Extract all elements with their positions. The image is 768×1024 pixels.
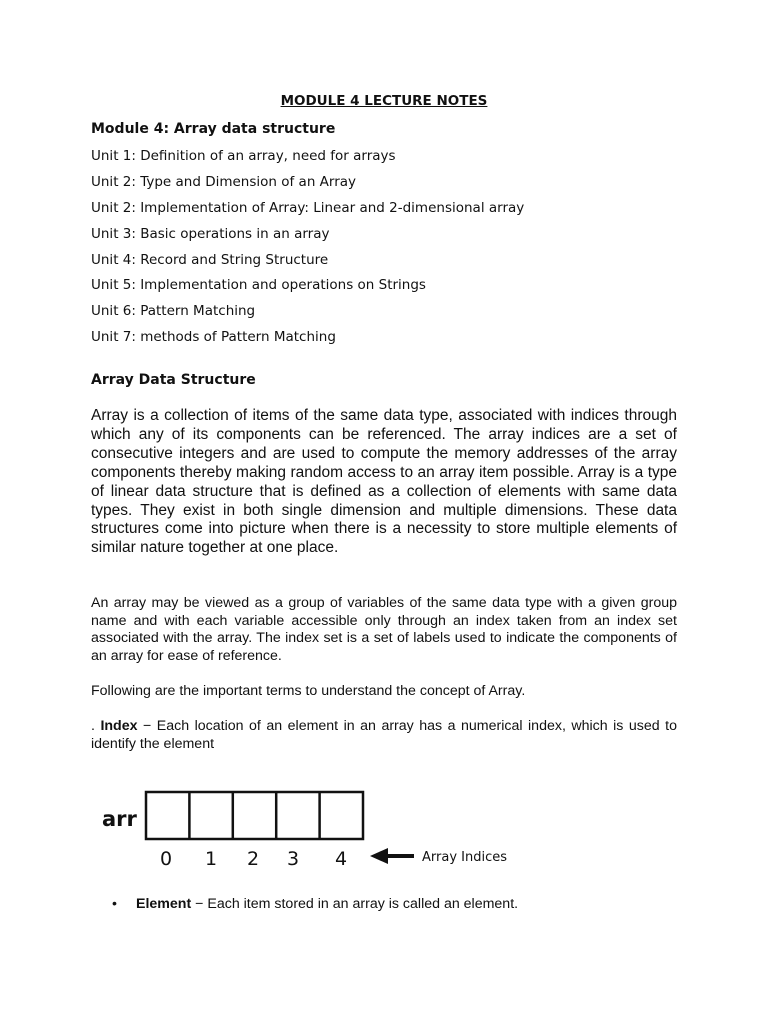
array-index-label: 4 [334,848,348,870]
page-title: MODULE 4 LECTURE NOTES [280,93,488,109]
array-index-label: 3 [286,848,300,870]
element-term-label: Element [136,896,192,912]
array-index-label: 0 [159,848,173,870]
terms-intro-paragraph: Following are the important terms to understand the concept of Array. [91,683,526,699]
unit-item: Unit 2: Type and Dimension of an Array [91,173,357,190]
unit-item: Unit 1: Definition of an array, need for arrays [91,148,396,164]
array-group-paragraph: An array may be viewed as a group of variables of the same data type with a given group name and with each variable accessible only through an index taken from an index set associated with the array. The index set is a set of labels used to indicate the components of an array for ease of reference. [91,595,677,664]
unit-list [91,147,524,354]
arrow-left-icon [370,848,414,864]
unit-item: Unit 5: Implementation and operations on Strings [91,277,426,294]
unit-item: Unit 3: Basic operations in an array [91,225,330,242]
array-diagram [96,785,526,875]
index-term-label: Index [100,718,138,734]
element-term-item [112,895,672,913]
array-indices-label: Array Indices [422,850,508,865]
bullet-icon: • [112,896,117,912]
element-term-definition: − Each item stored in an array is called an element. [191,896,519,912]
array-index-label: 1 [204,848,218,870]
unit-item: Unit 4: Record and String Structure [91,251,329,268]
index-term-definition: − Each location of an element in an array has a numerical index, which is used to identify the element [91,718,677,752]
section-heading: Array Data Structure [91,372,256,388]
unit-item: Unit 7: methods of Pattern Matching [91,329,336,346]
index-term-prefix: . [91,718,101,734]
unit-item: Unit 6: Pattern Matching [91,303,256,320]
module-heading: Module 4: Array data structure [91,121,336,137]
index-term-paragraph [91,717,677,753]
array-label: arr [102,807,137,831]
array-definition-paragraph: Array is a collection of items of the same data type, associated with indices through which any of its components can be referenced. The array indices are a set of consecutive integers and are used to compute the memory addresses of the array components thereby making random access to an array item possible. Array is a type of linear data structure that is defined as a collection of elements with same data types. They exist in both single dimension and multiple dimensions. These data structures come into picture when there is a necessity to store multiple elements of similar nature together at one place. [91,407,677,557]
array-outline [146,792,363,839]
unit-item: Unit 2: Implementation of Array: Linear and 2-dimensional array [91,199,525,216]
array-index-label: 2 [246,848,260,870]
